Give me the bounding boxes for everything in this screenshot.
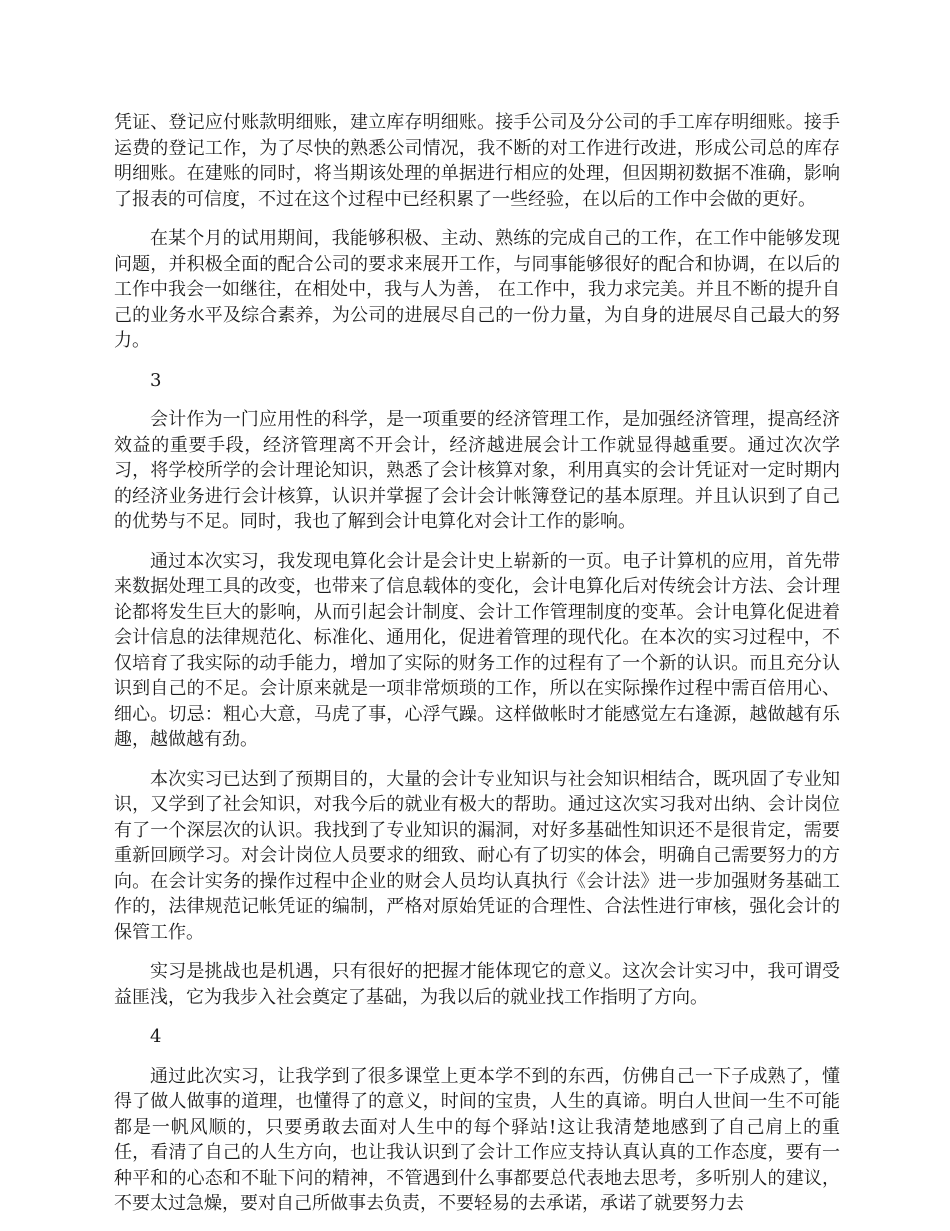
paragraph: 会计作为一门应用性的科学，是一项重要的经济管理工作，是加强经济管理，提高经济效益的重要手段，经济管理离不开会计，经济越进展会计工作就显得越重要。通过次次学习，将学校所学的会计理论知识，熟悉了会计核算对象，利用真实的会计凭证对一定时期内的经济业务进行会计核算，认识并掌握了会计会计帐簿登记的基本原理。并且认识到了自己的优势与不足。同时，我也了解到会计电算化对会计工作的影响。 [114, 409, 840, 532]
paragraph: 实习是挑战也是机遇，只有很好的把握才能体现它的意义。这次会计实习中，我可谓受益匪浅，它为我步入社会奠定了基础，为我以后的就业找工作指明了方向。 [114, 961, 840, 1008]
paragraph: 本次实习已达到了预期目的，大量的会计专业知识与社会知识相结合，既巩固了专业知识，又学到了社会知识，对我今后的就业有极大的帮助。通过这次实习我对出纳、会计岗位有了一个深层次的认识。我找到了专业知识的漏洞，对好多基础性知识还不是很肯定，需要重新回顾学习。对会计岗位人员要求的细致、耐心有了切实的体会，明确自己需要努力的方向。在会计实务的操作过程中企业的财会人员均认真执行《会计法》进一步加强财务基础工作的，法律规范记帐凭证的编制，严格对原始凭证的合理性、合法性进行审核，强化会计的保管工作。 [114, 768, 840, 943]
section-number: 4 [150, 1026, 162, 1047]
paragraph: 在某个月的试用期间，我能够积极、主动、熟练的完成自己的工作，在工作中能够发现问题，并积极全面的配合公司的要求来展开工作，与同事能够很好的配合和协调，在以后的工作中我会一如继往，在相处中，我与人为善， 在工作中，我力求完美。并且不断的提升自己的业务水平及综合素养，为公司的进展尽自己的一份力量，为自身的进展尽自己最大的努力。 [114, 228, 840, 351]
paragraph: 通过此次实习，让我学到了很多课堂上更本学不到的东西，仿佛自己一下子成熟了，懂得了做人做事的道理，也懂得了的意义，时间的宝贵，人生的真谛。明白人世间一生不可能都是一帆风顺的，只要勇敢去面对人生中的每个驿站!这让我清楚地感到了自己肩上的重任，看清了自己的人生方向，也让我认识到了会计工作应支持认真认真的工作态度，要有一种平和的心态和不耻下问的精神，不管遇到什么事都要总代表地去思考，多听别人的建议，不要太过急燥，要对自己所做事去负责，不要轻易的去承诺，承诺了就要努力去 [114, 1065, 840, 1214]
paragraph: 通过本次实习，我发现电算化会计是会计史上崭新的一页。电子计算机的应用，首先带来数据处理工具的改变，也带来了信息载体的变化，会计电算化后对传统会计方法、会计理论都将发生巨大的影响，从而引起会计制度、会计工作管理制度的变革。会计电算化促进着会计信息的法律规范化、标准化、通用化，促进着管理的现代化。在本次的实习过程中，不仅培育了我实际的动手能力，增加了实际的财务工作的过程有了一个新的认识。而且充分认识到自己的不足。会计原来就是一项非常烦琐的工作，所以在实际操作过程中需百倍用心、细心。切忌：粗心大意，马虎了事，心浮气躁。这样做帐时才能感觉左右逢源，越做越有乐趣，越做越有劲。 [114, 550, 840, 750]
document-body [114, 110, 840, 1231]
section-number: 3 [150, 369, 162, 391]
paragraph: 凭证、登记应付账款明细账，建立库存明细账。接手公司及分公司的手工库存明细账。接手运费的登记工作，为了尽快的熟悉公司情况，我不断的对工作进行改进，形成公司总的库存明细账。在建账的同时，将当期该处理的单据进行相应的处理，但因期初数据不准确，影响了报表的可信度，不过在这个过程中已经积累了一些经验，在以后的工作中会做的更好。 [114, 112, 840, 210]
